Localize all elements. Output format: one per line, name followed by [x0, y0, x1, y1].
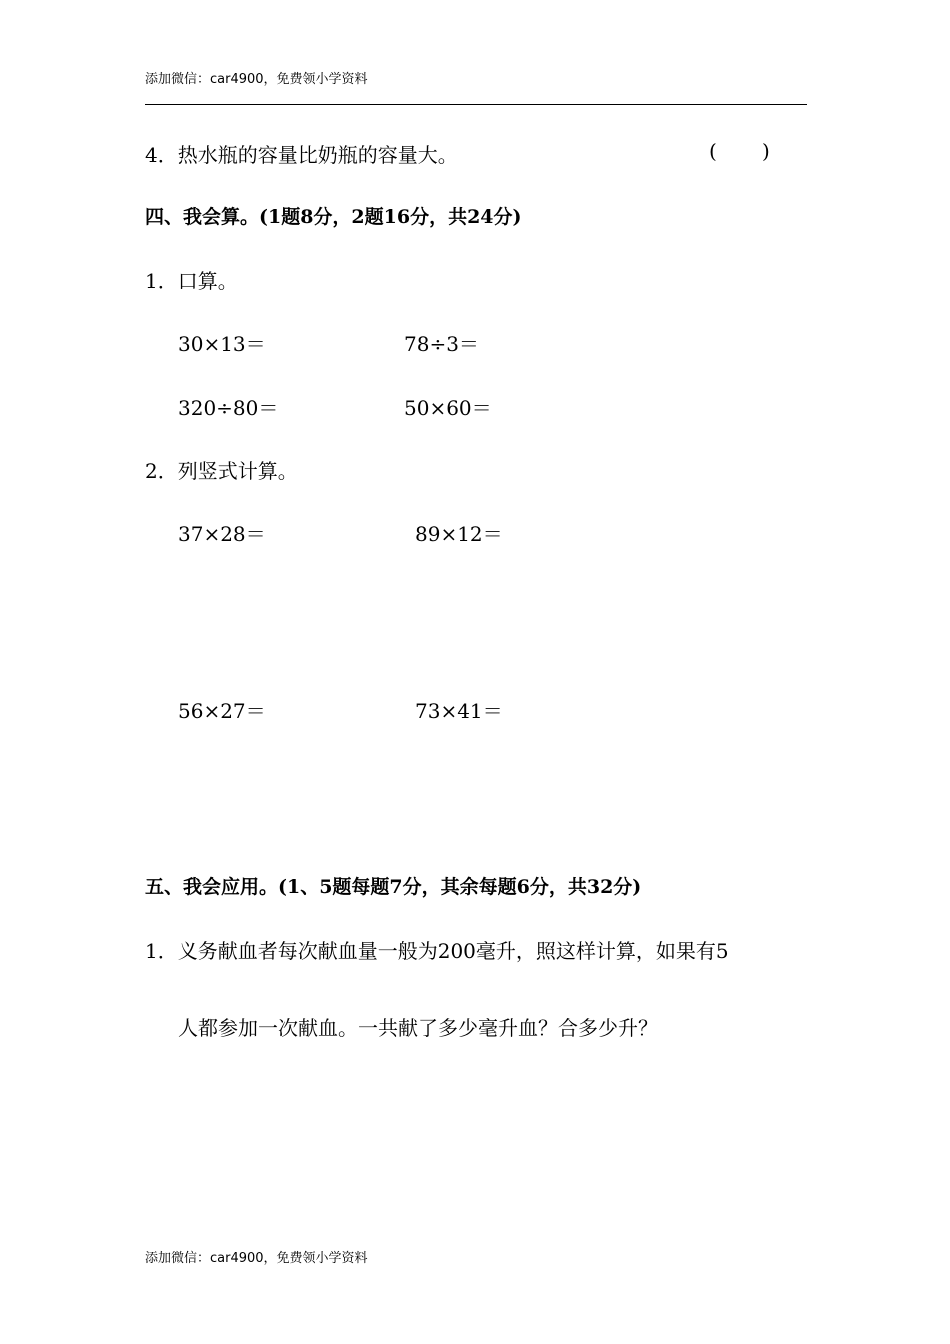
page-footer: 添加微信：car4900，免费领小学资料 — [145, 1251, 368, 1266]
section-4-q1-label: 1．口算。 — [145, 269, 238, 293]
section-4-title: 四、我会算。(1题8分，2题16分，共24分) — [145, 206, 522, 228]
question-4-text: 热水瓶的容量比奶瓶的容量大。 — [177, 143, 458, 167]
question-4-number: 4． — [145, 143, 178, 167]
question-4 — [145, 139, 458, 168]
section-5-q1-line1: 1．义务献血者每次献血量一般为200毫升，照这样计算，如果有5 — [145, 939, 729, 963]
oral-calc-problem: 30×13＝ — [178, 332, 266, 356]
section-5-q1-line2: 人都参加一次献血。一共献了多少毫升血？合多少升？ — [178, 1016, 658, 1040]
answer-paren-close: ) — [762, 139, 770, 163]
oral-calc-problem: 320÷80＝ — [178, 396, 279, 420]
vertical-calc-problem: 89×12＝ — [415, 522, 503, 546]
oral-calc-problem: 78÷3＝ — [404, 332, 479, 356]
header-divider — [145, 104, 807, 105]
section-5-title: 五、我会应用。(1、5题每题7分，其余每题6分，共32分) — [145, 876, 642, 898]
page-header: 添加微信：car4900，免费领小学资料 — [145, 72, 368, 87]
oral-calc-problem: 50×60＝ — [404, 396, 492, 420]
vertical-calc-problem: 37×28＝ — [178, 522, 266, 546]
vertical-calc-problem: 56×27＝ — [178, 699, 266, 723]
vertical-calc-problem: 73×41＝ — [415, 699, 503, 723]
answer-paren-open: ( — [709, 139, 717, 163]
section-4-q2-label: 2．列竖式计算。 — [145, 459, 298, 483]
